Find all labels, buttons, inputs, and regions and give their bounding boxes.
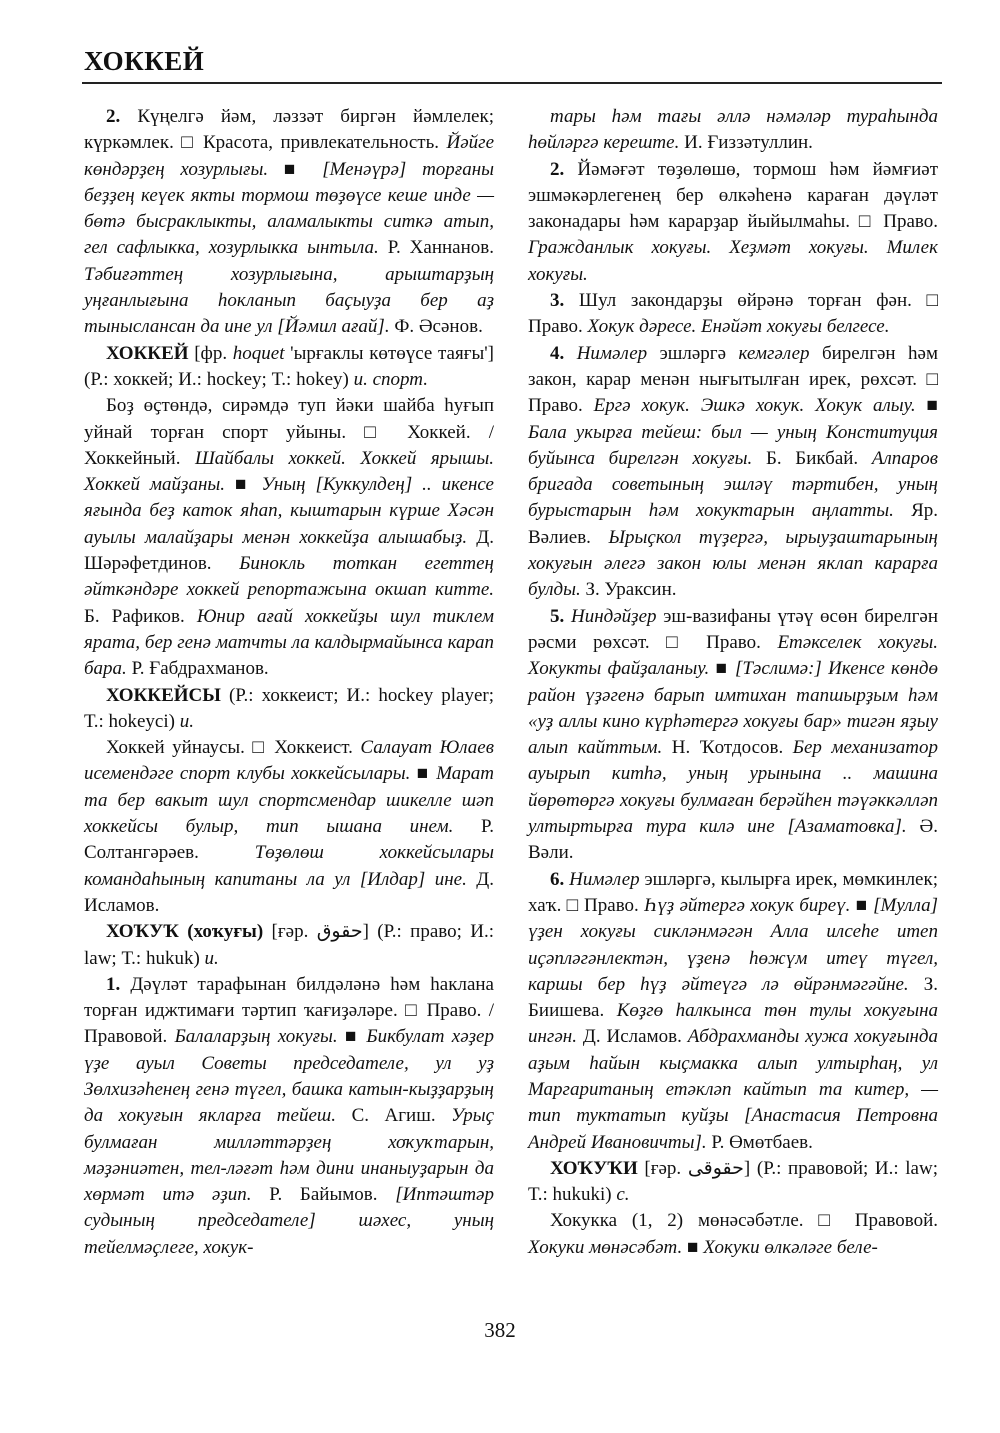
entry-headword: ХОҠУҠ (хоҡуғы) [106,921,272,943]
entry-headword: 4. [550,342,577,364]
right-column [528,104,938,1261]
entry-headword: ХОККЕЙСЫ [106,684,229,706]
example-text: Гражданлык хокуғы. Хеҙмәт хокуғы. Милек хокуғы. [528,237,938,285]
example-text: Һүҙ әйтергә хокук биреү. [644,894,856,916]
entry-headword: 3. [550,290,579,312]
entry-headword: 5. [550,605,571,627]
example-text: Көҙгө һалкынса төн тулы хокуғына ингән. [528,1000,939,1048]
entry-headword: 6. [550,868,570,890]
definition-text: Б. Рафиков. [84,605,197,627]
dictionary-paragraph [84,683,494,736]
definition-text: Н. Ҡотдосов. [671,737,793,759]
example-text: Йәйге көндәрҙең хозурлығы. [84,132,494,180]
dictionary-paragraph [84,393,494,682]
definition-text: Р. Ханнанов. [387,237,494,259]
example-text: тары һәм тағы әллә нәмәләр тураһында һөйләргә кереште. [528,106,938,154]
example-text: [Мулла] үҙен хокуғы сикләнмәгән Алла илсеһе итеп иҫәпләгәнлектән, үҙенә һөжүм итеү түгел, каршы бер һүҙ әйтеүгә лә өйрәнмәгәйне. [528,894,938,995]
example-text: Бер механизатор ауырып китһә, уның урынына .. машина йөрөтөргә хокуғы булмаған берәйһен тәүәккәлләп ултыртырға тура килә ине [Азаматовка]. [528,737,938,838]
definition-text: Р. Солтангәрәев. [84,816,494,864]
definition-text: эшләргә, кылырға ирек, мөмкинлек; хаҡ. □ Право. [528,868,938,916]
example-text: Нимәлер [569,868,645,890]
example-text: Төҙөлөш хоккейсылары командаһының капитаны ла ул [Илдар] ине. [84,842,494,890]
example-text: [Иптәштәр судының председателе] шәхес, уның тейелмәҫлеге, хокук- [84,1184,494,1258]
example-text: Бинокль тоткан егеттең әйткәндәре хоккей репортажына окшап китте. [84,553,494,601]
entry-headword: ХОККЕЙ [106,342,195,364]
definition-text: ■ [855,894,874,916]
definition-text: З. Биишева. [528,973,938,1022]
example-text: [Тәслимә:] Икенсе көндө район үҙәгенә барып имтихан тапшырҙым һәм «уҙ аллы кино күрһәтергә хокуғы бар» тигән яҙыу алып кайттым. [528,658,938,759]
example-text: Ниндәйҙер [570,605,664,627]
example-text: и. [179,710,194,732]
example-text: Етәкселек хокуғы. Хокукты файҙаланыу. [528,631,938,680]
definition-text: Боҙ өҫтөндә, сирәмдә туп йәки шайба һуғып уйнай торған спорт уйыны. □ Хоккей. / Хоккейный. [84,395,494,469]
dictionary-paragraph [84,341,494,394]
example-text: Абдрахманды хужа хокуғында аҙым һайын кыҫмакка алып ултырһаң, ул Маргаританың етәкләп кайтып та китер, — тип туктатып куйҙы [Анастасия Петровна Андрей Ивановичты]. [528,1026,939,1153]
example-text: Хокуки өлкәләге беле- [703,1236,878,1258]
dictionary-paragraph [528,1156,938,1209]
definition-text: Ф. Әсәнов. [394,316,483,338]
definition-text: Яр. Вәлиев. [528,500,938,548]
example-text: Бикбулат хәҙер үҙе ауыл Советы председателе, ул уҙ Зөлхизәһенең генә түгел, башка катын-кыҙҙарҙың да хокуғын якларға тейеш. [84,1026,494,1127]
dictionary-paragraph [84,972,494,1261]
example-text: Тәбиғәттең хозурлығына, арыштарҙың уңғанлығына һокланып баҫыуҙа бер аҙ тыныслансан да ине ул [Йәмил ағай]. [84,263,494,338]
left-column [84,104,494,1261]
dictionary-paragraph [84,104,494,341]
dictionary-paragraph [528,288,938,341]
example-text: Балаларҙың хокуғы. [174,1026,345,1048]
definition-text: И. Ғиззәтуллин. [684,132,813,154]
definition-text: ■ [686,1236,704,1258]
definition-text: [ғәр. حقوقى] (Р.: правовой; И.: law; Т.: hukuki) [528,1157,938,1206]
definition-text: 'ырғаклы көтөүсе таяғы'] (Р.: хоккей; И.: hockey; Т.: hokey) [84,342,495,390]
definition-text: Ә. Вәли. [528,816,938,864]
dictionary-paragraph [528,604,938,867]
definition-text: Күңелгә йәм, ләззәт биргән йәмлелек; күркәмлек. □ Красота, привлекательность. [84,106,494,154]
definition-text: Р. Өмөтбаев. [711,1131,813,1153]
definition-text: Дәүләт тарафынан билдәләнә һәм һаклана торған иджтимағи тәртип ҡағиҙәләре. □ Право. / Правовой. [84,973,494,1048]
definition-text: Р. Байымов. [269,1184,396,1206]
example-text: Урыҫ булмаған милләттәрҙең хоҡуҡтарын, мәҙәниәтен, тел-ләғәт һәм дини инаныуҙарын да хөрмәт итә әҙип. [84,1105,494,1206]
definition-text: Д. Исламов. [582,1026,688,1048]
example-text: Уның [Куккулдең] .. икенсе яғында беҙ каток яһап, кыштарын күрше Хәсән ауылы малайҙары менән хоккейҙа алышабыҙ. [84,474,494,548]
definition-text: Д. Шәрәфетдинов. [84,526,494,575]
entry-headword: ХОҠУҠИ [550,1157,645,1179]
definition-text: [фр. [194,342,233,364]
entry-headword: 1. [106,973,131,995]
definition-text: ■ [926,395,939,417]
header-divider [82,82,942,84]
example-text: hoquet [232,342,291,364]
example-text: [Менәүрә] торғаны беҙҙең кеүек якты тормош төҙөүсе кеше инде — бөтә бысраклыкты, аламалыкты ситкә атып, гел сафлыкка, хозурлыкка ынтыла. [84,158,495,259]
dictionary-paragraph [528,1208,938,1261]
example-text: Бала укырға тейеш: был — уның Конституция буйынса бирелгән хокуғы. [528,421,938,469]
definition-text: С. Агиш. [351,1105,452,1127]
example-text: Хокуки мөнәсәбәт. [528,1236,687,1258]
definition-text: бирелгән һәм закон, карар менән нығытылған ирек, рөхсәт. □ Право. [528,342,938,417]
entry-headword: 2. [550,158,578,180]
definition-text: Б. Бикбай. [765,447,872,469]
definition-text: Шул закондарҙы өйрәнә торған фән. □ Право. [528,290,938,338]
entry-headword: 2. [106,106,138,127]
dictionary-paragraph [84,735,494,919]
definition-text: ■ [344,1026,367,1048]
example-text: Алпаров бригада советының эшләү тәртибен, уның бурыстарын һәм хокуктарын аңлатты. [528,447,939,522]
definition-text: ■ [234,474,262,496]
example-text: Шайбалы хоккей. Хоккей ярышы. Хоккей майҙаны. [84,447,494,496]
page-header-title: ХОККЕЙ [84,46,205,76]
definition-text: Хоккей уйнаусы. □ Хоккеист. [106,737,361,759]
definition-text: З. Ураксин. [585,579,677,601]
example-text: Хокук дәресе. Енәйәт хокуғы белгесе. [587,316,890,338]
definition-text: Хокукка (1, 2) мөнәсәбәтле. □ Правовой. [550,1210,938,1232]
definition-text: (Р.: хоккеист; И.: hockey player; Т.: hokeyci) [84,684,495,732]
example-text: Ырыҫкол түҙергә, ырыуҙаштарының хокуғын әлегә закон юлы менән яклап карарға булды. [528,526,938,601]
example-text: кемгәлер [738,342,822,364]
example-text: и. спорт. [353,368,428,390]
definition-text: ■ [416,763,437,785]
definition-text: ■ [283,158,323,180]
example-text: Нимәлер [576,342,660,364]
dictionary-paragraph [528,341,938,604]
definition-text: эш-вазифаны үтәү өсөн бирелгән рәсми рөхсәт. □ Право. [528,605,938,653]
dictionary-paragraph [528,867,938,1156]
example-text: Юнир ағай хоккейҙы шул тиклем ярата, бер генә матчты ла калдырмайынса карап бара. [84,605,494,680]
definition-text: Йәмәғәт төҙөлөшө, тормош һәм йәмғиәт эшмәкәрлегенең бер өлкәһенә караған дәүләт законадары һәм карарҙар йыйылмаһы. □ Право. [528,158,939,233]
example-text: Марат та бер вакыт шул спортсмендар шикелле шәп хоккейсы булыр, тип ышана инем. [84,763,494,838]
definition-text: Р. Ғабдрахманов. [131,658,269,680]
dictionary-paragraph [84,919,494,972]
example-text: с. [616,1184,630,1206]
page-number: 382 [484,1318,516,1342]
example-text: и. [204,947,219,969]
definition-text: Д. Исламов. [84,868,494,916]
dictionary-paragraph [528,157,938,288]
definition-text: эшләргә [659,342,739,364]
definition-text: [ғәр. حقوق] (Р.: право; И.: law; Т.: hukuk) [84,921,494,969]
definition-text: ■ [715,658,735,680]
dictionary-paragraph [528,104,938,157]
example-text: Салауат Юлаев исемендәге спорт клубы хоккейсылары. [84,737,494,785]
example-text: Ергә хокук. Эшкә хокук. Хокук алыу. [593,395,927,417]
